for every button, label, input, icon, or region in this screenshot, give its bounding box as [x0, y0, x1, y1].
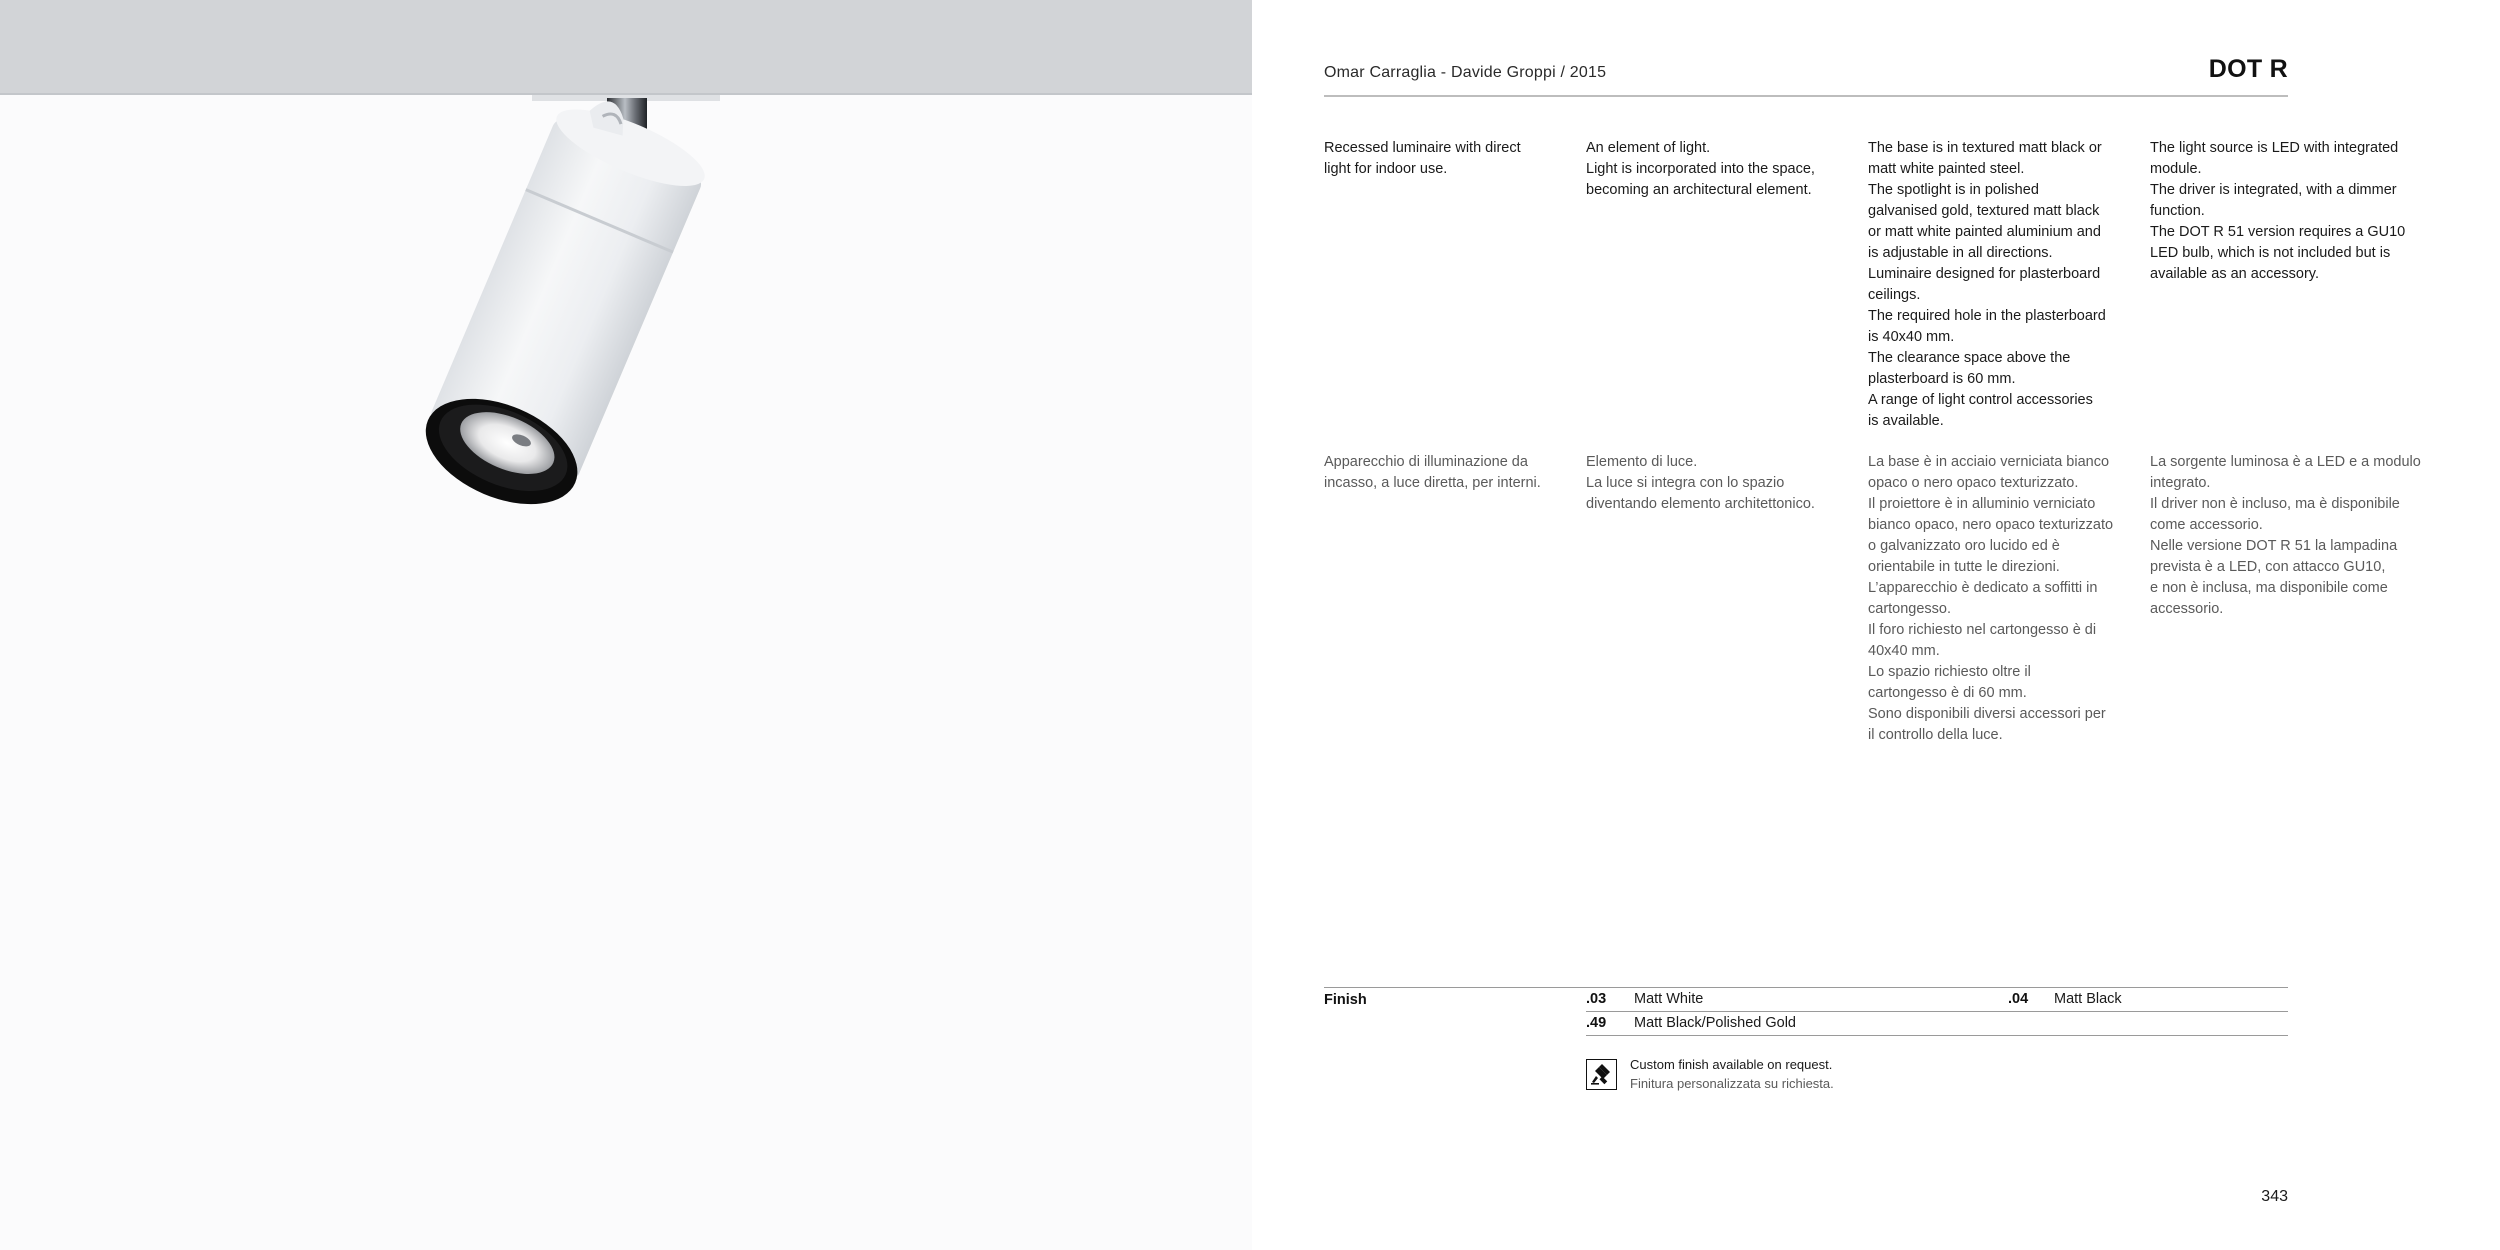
finish-code-matt-black-gold: .49 [1586, 1015, 1607, 1031]
paint-brush-icon [1586, 1059, 1617, 1090]
finish-name-matt-black-gold: Matt Black/Polished Gold [1634, 1015, 1796, 1031]
finish-name-matt-white: Matt White [1634, 991, 1704, 1007]
description-en-use: Recessed luminaire with direct light for indoor use. [1324, 140, 1521, 177]
product-title: DOT R [2208, 55, 2288, 83]
spotlight-body [410, 85, 718, 526]
finish-divider-top [1324, 987, 2288, 988]
ceiling [0, 0, 1252, 95]
finish-divider-bottom [1586, 1035, 2288, 1036]
custom-finish-note-it: Finitura personalizzata su richiesta. [1630, 1076, 1834, 1091]
description-it-light-source: La sorgente luminosa è a LED e a modulo integrato. Il driver non è incluso, ma è disponibile come accessorio. Nelle versione DOT R 51 la lampadina prevista è a LED, con attacco GU10, e non è inclusa, ma disponibile come accessorio. [2150, 454, 2421, 617]
text-page [1252, 0, 2500, 1250]
description-en-light-source: The light source is LED with integrated module. The driver is integrated, with a dimmer function. The DOT R 51 version requires a GU10 LED bulb, which is not included but is available as an accessory. [2150, 140, 2406, 282]
finish-code-matt-white: .03 [1586, 991, 1607, 1007]
description-en-concept: An element of light. Light is incorporated into the space, becoming an architectural element. [1586, 140, 1815, 198]
page-number: 343 [2261, 1188, 2288, 1205]
finish-label: Finish [1324, 992, 1367, 1008]
finish-name-matt-black: Matt Black [2054, 991, 2122, 1007]
designer-credit: Omar Carraglia - Davide Groppi / 2015 [1324, 64, 1607, 81]
description-it-concept: Elemento di luce. La luce si integra con lo spazio diventando elemento architettonico. [1586, 454, 1815, 512]
finish-divider-middle [1586, 1011, 2288, 1012]
custom-finish-note-en: Custom finish available on request. [1630, 1057, 1833, 1072]
description-it-use: Apparecchio di illuminazione da incasso, a luce diretta, per interni. [1324, 454, 1541, 491]
description-en-materials: The base is in textured matt black or matt white painted steel. The spotlight is in polished galvanised gold, textured matt black or matt white painted aluminium and is adjustable in all directions. Luminaire designed for plasterboard ceilings. The required hole in the plasterboard is 40x40 mm. The clearance space above the plasterboard is 60 mm. A range of light control accessories is available. [1868, 140, 2106, 429]
finish-code-matt-black: .04 [2008, 991, 2029, 1007]
description-it-materials: La base è in acciaio verniciata bianco opaco o nero opaco texturizzato. Il proiettore è in alluminio verniciato bianco opaco, nero opaco texturizzato o galvanizzato oro lucido ed è orientabile in tutte le direzioni. L’apparecchio è dedicato a soffitti in cartongesso. Il foro richiesto nel cartongesso è di 40x40 mm. Lo spazio richiesto oltre il cartongesso è di 60 mm. Sono disponibili diversi accessori per il controllo della luce. [1868, 454, 2114, 743]
header-divider [1324, 95, 2288, 97]
